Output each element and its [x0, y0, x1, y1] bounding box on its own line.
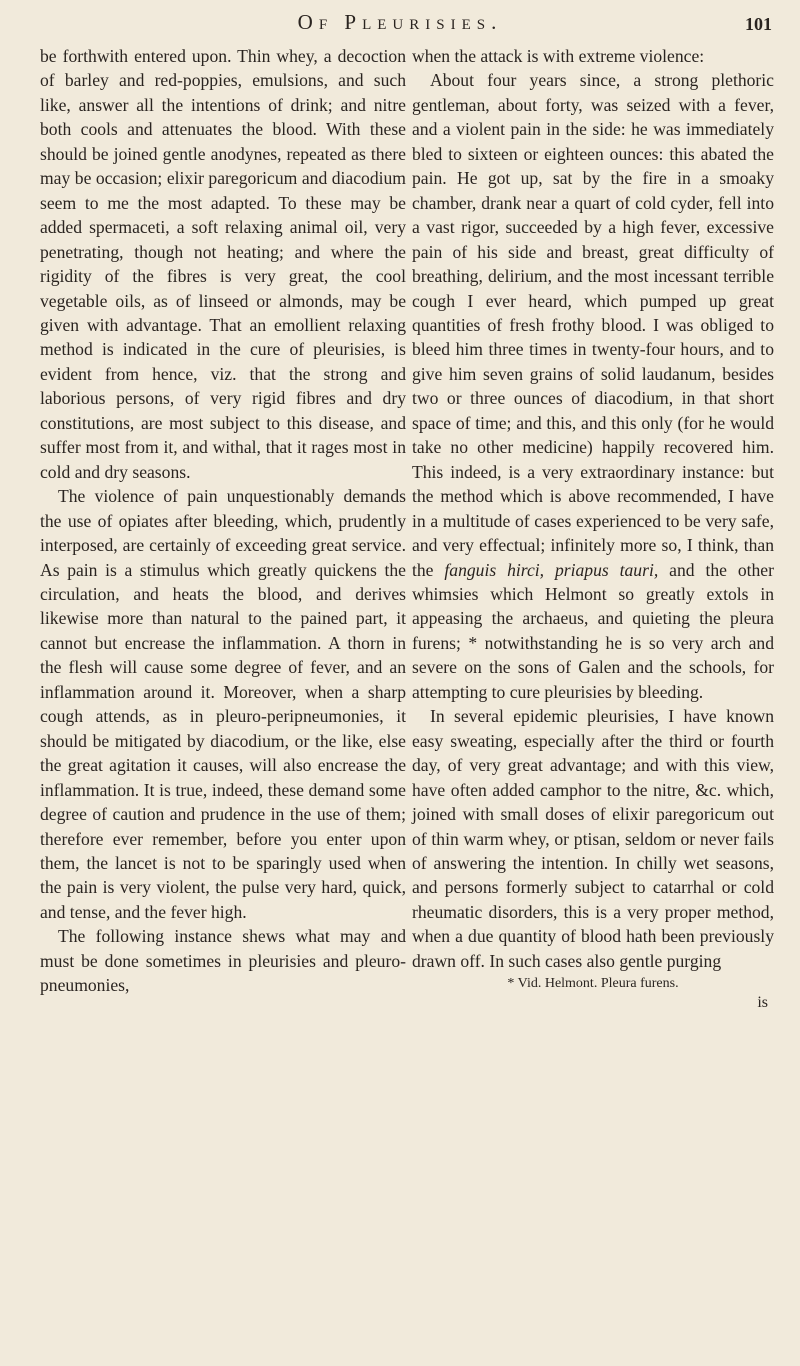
page-header: [0, 10, 800, 40]
catchword: is: [757, 994, 768, 1012]
right-paragraph-2: [412, 68, 774, 704]
right-paragraph-2-text: About four years since, a strong plethoric gentleman, about forty, was seized with a fever, and a violent pain in the side: he was immediately bled to sixteen or eighteen ounces: this abated the pain. He got up, sat by the fire in a smoaky chamber, drank near a quart of cold cyder, fell into a vast rigor, succeeded by a high fever, excessive pain of his side and breast, great difficulty of breathing, delirium, and the most incessant terrible cough I ever heard, which pumped up great quantities of fresh frothy blood. I was obliged to bleed him three times in twenty-four hours, and to give him seven grains of solid laudanum, besides two or three ounces of diacodium, in that short space of time; and this, and this only (for he would take no other medicine) happily recovered him. This indeed, is a very extraordinary instance: but the method which is above recommended, I have in a multitude of cases experienced to be very safe, and very effectual; infinitely more so, I think, than the: [412, 70, 774, 580]
running-title: Of Pleurisies.: [297, 10, 503, 34]
footnote: * Vid. Helmont. Pleura furens.: [507, 976, 679, 992]
right-paragraph-2-end: and the other whimsies which Helmont so greatly extols in appeasing the archaeus, and quieting the pleura furens; * notwithstanding he is so very arch and severe on the sons of Galen and the schools, for attempting to cure pleurisies by bleeding.: [412, 559, 774, 702]
right-paragraph-3: In several epidemic pleurisies, I have known easy sweating, especially after the third or fourth day, of very great advantage; and with this view, have often added camphor to the nitre, &c. which, joined with small doses of elixir paregoricum out of thin warm whey, or ptisan, seldom or never fails of answering the intention. In chilly wet seasons, and persons formerly subject to catarrhal or cold rheumatic disorders, this is a very proper method, when a due quantity of blood hath been previously drawn off. In such cases also gentle purging: [412, 706, 774, 971]
left-paragraph-2: The violence of pain unquestionably demands the use of opiates after bleeding, which, prudently interposed, are certainly of exceeding great service. As pain is a stimulus which greatly quickens the circulation, and heats the blood, and derives likewise more than natural to the pained part, it cannot but encrease the inflammation. A thorn in the flesh will cause some degree of fever, and an inflammation around it. Moreover, when a sharp cough attends, as in pleuro-peripneumonies, it should be mitigated by diacodium, or the like, else the great agitation it causes, will also encrease the inflammation. It is true, indeed, these demand some degree of caution and prudence in the use of them; therefore ever remember, before you enter upon them, the lancet is not to be sparingly used when the pain is very violent, the pulse very hard, quick, and tense, and the fever high.: [40, 486, 406, 922]
left-paragraph-3: The following instance shews what may and must be done sometimes in pleurisies and pleuro-pneumonies,: [40, 926, 406, 996]
left-column: [40, 44, 406, 998]
right-paragraph-1: when the attack is with extreme violence:: [412, 46, 705, 66]
right-paragraph-2-italic: fanguis hirci, priapus tauri,: [444, 559, 659, 580]
page-number: 101: [745, 14, 772, 34]
left-paragraph-1: be forthwith entered upon. Thin whey, a decoction of barley and red-poppies, emulsions, and such like, answer all the intentions of drink; and nitre both cools and attenuates the blood. With these should be joined gentle anodynes, repeated as there may be occasion; elixir paregoricum and diacodium seem to me the most adapted. To these may be added spermaceti, a soft relaxing animal oil, very penetrating, though not heating; and where the rigidity of the fibres is very great, the cool vegetable oils, as of linseed or almonds, may be given with advantage. That an emollient relaxing method is indicated in the cure of pleurisies, is evident from hence, viz. that the strong and laborious persons, of very rigid fibres and dry constitutions, are most subject to this disease, and suffer most from it, and withal, that it rages most in cold and dry seasons.: [40, 46, 406, 482]
right-column: [412, 44, 774, 1013]
